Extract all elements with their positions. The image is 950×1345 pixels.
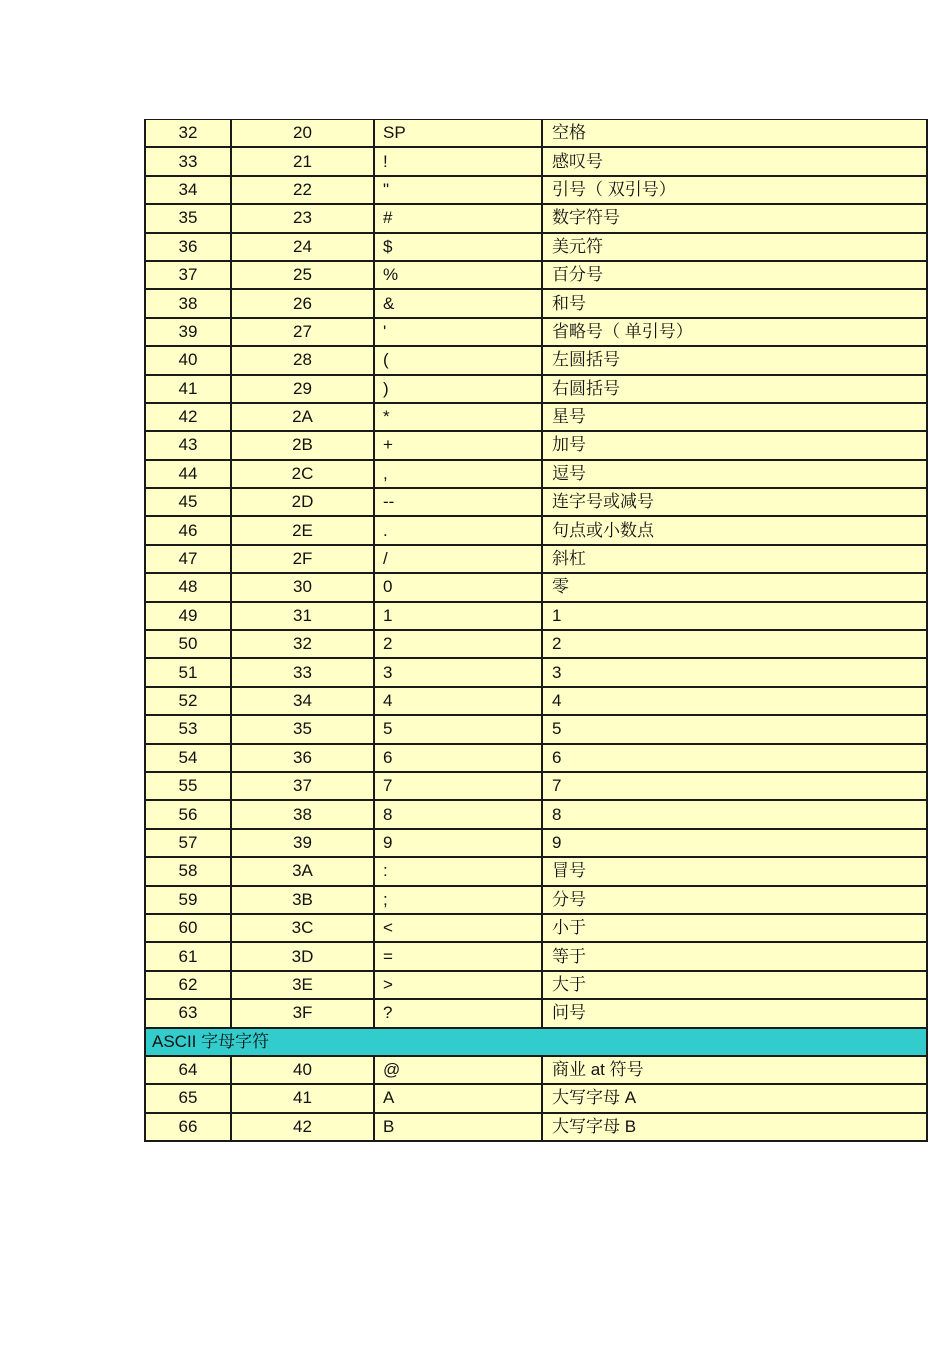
- description-cell: 省略号（ 单引号）: [542, 318, 927, 346]
- description-cell: 3: [542, 658, 927, 686]
- hex-cell: 2F: [231, 545, 374, 573]
- decimal-cell: 46: [145, 516, 231, 544]
- description-cell: 4: [542, 687, 927, 715]
- description-cell: 大写字母 B: [542, 1113, 927, 1141]
- decimal-cell: 49: [145, 602, 231, 630]
- character-cell: ': [374, 318, 542, 346]
- hex-cell: 34: [231, 687, 374, 715]
- hex-cell: 2D: [231, 488, 374, 516]
- hex-cell: 40: [231, 1056, 374, 1084]
- character-cell: 6: [374, 744, 542, 772]
- hex-cell: 37: [231, 772, 374, 800]
- description-cell: 2: [542, 630, 927, 658]
- character-cell: ,: [374, 460, 542, 488]
- table-row: [145, 147, 927, 175]
- description-cell: 大于: [542, 971, 927, 999]
- hex-cell: 35: [231, 715, 374, 743]
- hex-cell: 32: [231, 630, 374, 658]
- description-cell: 和号: [542, 289, 927, 317]
- hex-cell: 24: [231, 233, 374, 261]
- table-row: [145, 545, 927, 573]
- decimal-cell: 38: [145, 289, 231, 317]
- description-cell: 等于: [542, 942, 927, 970]
- hex-cell: 27: [231, 318, 374, 346]
- decimal-cell: 40: [145, 346, 231, 374]
- hex-cell: 3E: [231, 971, 374, 999]
- table-row: [145, 602, 927, 630]
- table-row: [145, 346, 927, 374]
- table-row: [145, 204, 927, 232]
- table-row: [145, 800, 927, 828]
- description-cell: 引号（ 双引号）: [542, 176, 927, 204]
- table-row: [145, 772, 927, 800]
- decimal-cell: 60: [145, 914, 231, 942]
- table-row: [145, 999, 927, 1027]
- hex-cell: 38: [231, 800, 374, 828]
- character-cell: 1: [374, 602, 542, 630]
- description-cell: 句点或小数点: [542, 516, 927, 544]
- decimal-cell: 51: [145, 658, 231, 686]
- table-row: [145, 942, 927, 970]
- character-cell: ;: [374, 886, 542, 914]
- description-cell: 分号: [542, 886, 927, 914]
- character-cell: 7: [374, 772, 542, 800]
- decimal-cell: 35: [145, 204, 231, 232]
- character-cell: 5: [374, 715, 542, 743]
- table-row: [145, 460, 927, 488]
- hex-cell: 20: [231, 120, 374, 148]
- description-cell: 7: [542, 772, 927, 800]
- character-cell: ?: [374, 999, 542, 1027]
- character-cell: #: [374, 204, 542, 232]
- decimal-cell: 63: [145, 999, 231, 1027]
- decimal-cell: 55: [145, 772, 231, 800]
- decimal-cell: 43: [145, 431, 231, 459]
- character-cell: 0: [374, 573, 542, 601]
- decimal-cell: 66: [145, 1113, 231, 1141]
- decimal-cell: 58: [145, 857, 231, 885]
- table-row: [145, 120, 927, 148]
- decimal-cell: 65: [145, 1084, 231, 1112]
- table-row: [145, 886, 927, 914]
- ascii-code-table: [144, 119, 928, 1142]
- table-row: [145, 403, 927, 431]
- hex-cell: 22: [231, 176, 374, 204]
- decimal-cell: 64: [145, 1056, 231, 1084]
- hex-cell: 3F: [231, 999, 374, 1027]
- description-cell: 加号: [542, 431, 927, 459]
- character-cell: >: [374, 971, 542, 999]
- table-row: [145, 857, 927, 885]
- table-row: [145, 573, 927, 601]
- hex-cell: 2C: [231, 460, 374, 488]
- character-cell: A: [374, 1084, 542, 1112]
- hex-cell: 23: [231, 204, 374, 232]
- hex-cell: 25: [231, 261, 374, 289]
- character-cell: ": [374, 176, 542, 204]
- character-cell: B: [374, 1113, 542, 1141]
- description-cell: 大写字母 A: [542, 1084, 927, 1112]
- hex-cell: 41: [231, 1084, 374, 1112]
- hex-cell: 28: [231, 346, 374, 374]
- table-row: [145, 318, 927, 346]
- table-row: [145, 1113, 927, 1141]
- decimal-cell: 53: [145, 715, 231, 743]
- decimal-cell: 54: [145, 744, 231, 772]
- character-cell: :: [374, 857, 542, 885]
- character-cell: %: [374, 261, 542, 289]
- character-cell: *: [374, 403, 542, 431]
- character-cell: &: [374, 289, 542, 317]
- hex-cell: 39: [231, 829, 374, 857]
- table-row: [145, 516, 927, 544]
- hex-cell: 26: [231, 289, 374, 317]
- hex-cell: 2A: [231, 403, 374, 431]
- table-row: [145, 687, 927, 715]
- character-cell: 2: [374, 630, 542, 658]
- description-cell: 逗号: [542, 460, 927, 488]
- table-row: [145, 431, 927, 459]
- decimal-cell: 37: [145, 261, 231, 289]
- decimal-cell: 42: [145, 403, 231, 431]
- character-cell: (: [374, 346, 542, 374]
- hex-cell: 3B: [231, 886, 374, 914]
- decimal-cell: 45: [145, 488, 231, 516]
- description-cell: 1: [542, 602, 927, 630]
- table-row: [145, 715, 927, 743]
- table-row: [145, 630, 927, 658]
- description-cell: 星号: [542, 403, 927, 431]
- table-row: [145, 488, 927, 516]
- table-row: [145, 261, 927, 289]
- hex-cell: 3C: [231, 914, 374, 942]
- decimal-cell: 44: [145, 460, 231, 488]
- description-cell: 百分号: [542, 261, 927, 289]
- description-cell: 左圆括号: [542, 346, 927, 374]
- section-header-row: [145, 1028, 927, 1056]
- decimal-cell: 52: [145, 687, 231, 715]
- hex-cell: 42: [231, 1113, 374, 1141]
- character-cell: 3: [374, 658, 542, 686]
- character-cell: /: [374, 545, 542, 573]
- description-cell: 冒号: [542, 857, 927, 885]
- decimal-cell: 33: [145, 147, 231, 175]
- hex-cell: 29: [231, 375, 374, 403]
- description-cell: 右圆括号: [542, 375, 927, 403]
- table-row: [145, 1084, 927, 1112]
- character-cell: 9: [374, 829, 542, 857]
- table-row: [145, 744, 927, 772]
- character-cell: +: [374, 431, 542, 459]
- description-cell: 斜杠: [542, 545, 927, 573]
- character-cell: SP: [374, 120, 542, 148]
- description-cell: 8: [542, 800, 927, 828]
- description-cell: 小于: [542, 914, 927, 942]
- hex-cell: 2B: [231, 431, 374, 459]
- hex-cell: 31: [231, 602, 374, 630]
- table-row: [145, 829, 927, 857]
- hex-cell: 30: [231, 573, 374, 601]
- decimal-cell: 34: [145, 176, 231, 204]
- description-cell: 5: [542, 715, 927, 743]
- decimal-cell: 47: [145, 545, 231, 573]
- character-cell: <: [374, 914, 542, 942]
- table-row: [145, 1056, 927, 1084]
- character-cell: $: [374, 233, 542, 261]
- hex-cell: 33: [231, 658, 374, 686]
- character-cell: ): [374, 375, 542, 403]
- table-row: [145, 233, 927, 261]
- decimal-cell: 50: [145, 630, 231, 658]
- table-row: [145, 375, 927, 403]
- description-cell: 美元符: [542, 233, 927, 261]
- description-cell: 数字符号: [542, 204, 927, 232]
- hex-cell: 3A: [231, 857, 374, 885]
- description-cell: 零: [542, 573, 927, 601]
- decimal-cell: 32: [145, 120, 231, 148]
- decimal-cell: 39: [145, 318, 231, 346]
- table-row: [145, 971, 927, 999]
- description-cell: 感叹号: [542, 147, 927, 175]
- hex-cell: 2E: [231, 516, 374, 544]
- decimal-cell: 61: [145, 942, 231, 970]
- description-cell: 问号: [542, 999, 927, 1027]
- description-cell: 商业 at 符号: [542, 1056, 927, 1084]
- table-row: [145, 176, 927, 204]
- character-cell: @: [374, 1056, 542, 1084]
- character-cell: --: [374, 488, 542, 516]
- decimal-cell: 48: [145, 573, 231, 601]
- hex-cell: 3D: [231, 942, 374, 970]
- decimal-cell: 36: [145, 233, 231, 261]
- decimal-cell: 59: [145, 886, 231, 914]
- decimal-cell: 56: [145, 800, 231, 828]
- character-cell: 8: [374, 800, 542, 828]
- decimal-cell: 62: [145, 971, 231, 999]
- section-header-label: ASCII 字母字符: [145, 1028, 927, 1056]
- decimal-cell: 57: [145, 829, 231, 857]
- character-cell: .: [374, 516, 542, 544]
- hex-cell: 36: [231, 744, 374, 772]
- table-row: [145, 658, 927, 686]
- description-cell: 连字号或减号: [542, 488, 927, 516]
- description-cell: 6: [542, 744, 927, 772]
- character-cell: =: [374, 942, 542, 970]
- description-cell: 9: [542, 829, 927, 857]
- decimal-cell: 41: [145, 375, 231, 403]
- table-row: [145, 914, 927, 942]
- table-row: [145, 289, 927, 317]
- character-cell: 4: [374, 687, 542, 715]
- table-body: [145, 120, 927, 1142]
- hex-cell: 21: [231, 147, 374, 175]
- description-cell: 空格: [542, 120, 927, 148]
- character-cell: !: [374, 147, 542, 175]
